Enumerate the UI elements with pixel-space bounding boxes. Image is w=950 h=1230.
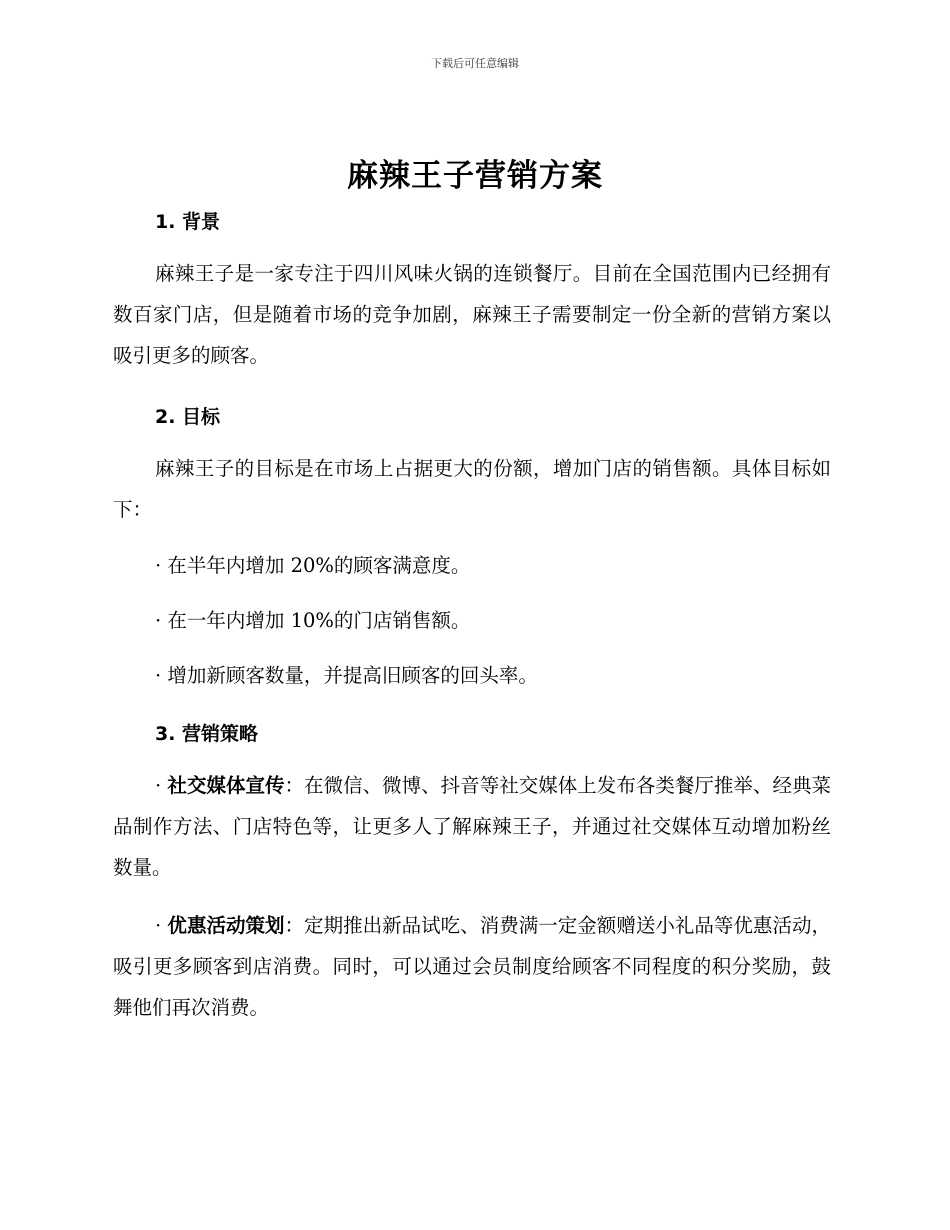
- strategy-item-term: 社交媒体宣传: [167, 774, 285, 797]
- header-note: 下载后可任意编辑: [431, 57, 519, 70]
- strategy-item-term: 优惠活动策划: [167, 914, 285, 937]
- strategy-item-social-media: [113, 765, 831, 888]
- strategy-item-marker: ·: [155, 914, 168, 937]
- page-title: 麻辣王子营销方案: [347, 158, 603, 194]
- section-heading-background: 1. 背景: [155, 211, 221, 233]
- strategy-item-text: ：定期推出新品试吃、消费满一定金额赠送小礼品等优惠活动，吸引更多顾客到店消费。同时，可以通过会员制度给顾客不同程度的积分奖励，鼓舞他们再次消费。: [113, 914, 831, 1019]
- strategy-item-promotions: [113, 905, 831, 1028]
- goal-bullet-1: · 在半年内增加 20%的顾客满意度。: [155, 554, 471, 577]
- goal-bullet-3: · 增加新顾客数量，并提高旧顾客的回头率。: [155, 664, 538, 687]
- section-heading-strategy: 3. 营销策略: [155, 723, 259, 745]
- strategy-item-text: ：在微信、微博、抖音等社交媒体上发布各类餐厅推举、经典菜品制作方法、门店特色等，让更多人了解麻辣王子，并通过社交媒体互动增加粉丝数量。: [113, 774, 831, 879]
- goal-bullet-2: · 在一年内增加 10%的门店销售额。: [155, 609, 471, 632]
- section-heading-goals: 2. 目标: [155, 406, 221, 428]
- strategy-item-marker: ·: [155, 774, 168, 797]
- background-paragraph: 麻辣王子是一家专注于四川风味火锅的连锁餐厅。目前在全国范围内已经拥有数百家门店，但是随着市场的竞争加剧，麻辣王子需要制定一份全新的营销方案以吸引更多的顾客。: [113, 262, 831, 367]
- goals-paragraph: 麻辣王子的目标是在市场上占据更大的份额，增加门店的销售额。具体目标如下：: [113, 457, 831, 521]
